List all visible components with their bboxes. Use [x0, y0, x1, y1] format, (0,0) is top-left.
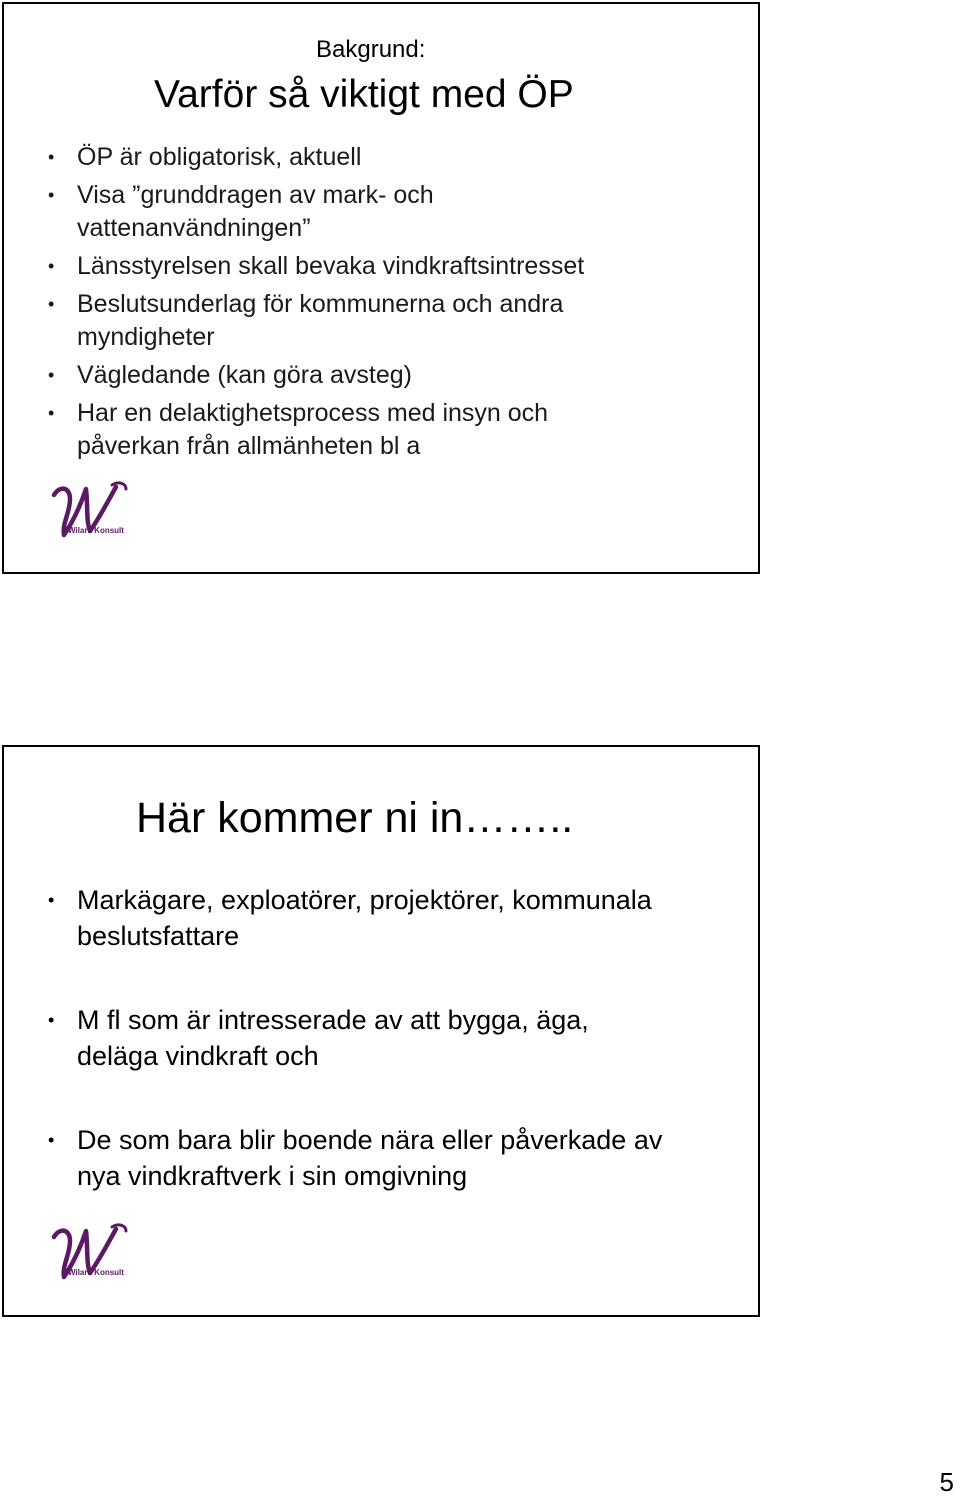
- list-item: • Markägare, exploatörer, projektörer, kommunala beslutsfattare: [4, 882, 744, 954]
- list-item: • Beslutsunderlag för kommunerna och andra myndigheter: [48, 290, 564, 351]
- bullet-icon: •: [48, 403, 55, 423]
- bullet-icon: •: [48, 185, 55, 205]
- list-item: • Har en delaktighetsprocess med insyn och påverkan från allmänheten bl a: [48, 399, 549, 460]
- slide-kicker: Bakgrund:: [316, 36, 426, 63]
- bullet-icon: •: [48, 890, 55, 910]
- bullet-list: [4, 882, 744, 1242]
- wilark-konsult-logo: [50, 1221, 130, 1283]
- slide-title: Här kommer ni in……..: [136, 794, 574, 842]
- list-item: • Visa ”grunddragen av mark- och vattenanvändningen”: [48, 181, 434, 242]
- bullet-icon: •: [48, 294, 55, 314]
- list-item: • M fl som är intresserade av att bygga, äga, deläga vindkraft och: [4, 1002, 744, 1074]
- page-number: 5: [939, 1467, 954, 1497]
- slide-2: [2, 745, 760, 1317]
- list-item: • ÖP är obligatorisk, aktuell: [4, 141, 724, 174]
- bullet-icon: •: [48, 147, 55, 167]
- svg-text:Wilark Konsult: Wilark Konsult: [68, 526, 124, 535]
- list-item: • De som bara blir boende nära eller påverkade av nya vindkraftverk i sin omgivning: [4, 1122, 744, 1194]
- slide-1: [2, 2, 760, 574]
- bullet-icon: •: [48, 256, 55, 276]
- bullet-list: [4, 141, 724, 468]
- bullet-icon: •: [48, 1010, 55, 1030]
- bullet-icon: •: [48, 365, 55, 385]
- wilark-konsult-logo: [50, 479, 130, 541]
- slide-title: Varför så viktigt med ÖP: [154, 73, 574, 116]
- svg-text:Wilark Konsult: Wilark Konsult: [68, 1268, 124, 1277]
- list-item: • Vägledande (kan göra avsteg): [4, 359, 724, 392]
- bullet-icon: •: [48, 1130, 55, 1150]
- list-item: • Länsstyrelsen skall bevaka vindkraftsintresset: [4, 250, 724, 283]
